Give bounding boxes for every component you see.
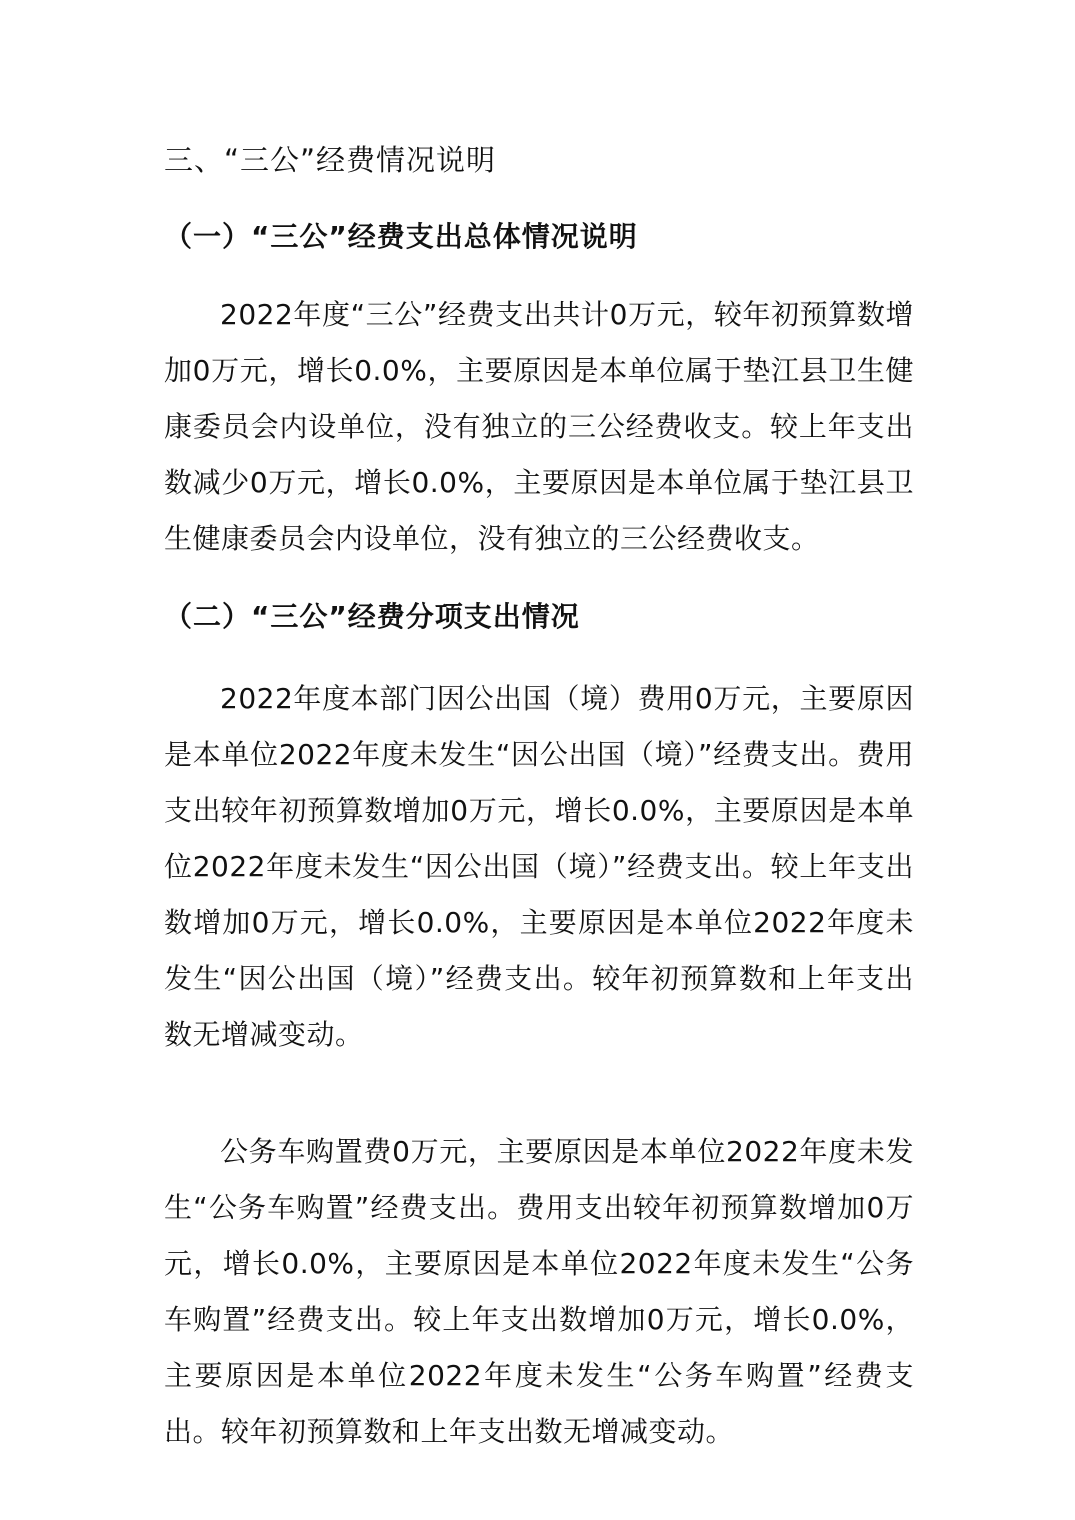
document-page xyxy=(164,140,914,1460)
subsection-heading-overall: （一）“三公”经费支出总体情况说明 xyxy=(164,220,638,253)
section-heading: 三、“三公”经费情况说明 xyxy=(164,143,497,177)
overall-spending-paragraph: 2022年度“三公”经费支出共计0万元，较年初预算数增加0万元，增长0.0%，主要原因是本单位属于垫江县卫生健康委员会内设单位，没有独立的三公经费收支。较上年支出数减少0万元，增长0.0%，主要原因是本单位属于垫江县卫生健康委员会内设单位，没有独立的三公经费收支。 xyxy=(164,298,914,555)
vehicle-purchase-paragraph: 公务车购置费0万元，主要原因是本单位2022年度未发生“公务车购置”经费支出。费用支出较年初预算数增加0万元，增长0.0%，主要原因是本单位2022年度未发生“公务车购置”经费支出。较上年支出数增加0万元，增长0.0%，主要原因是本单位2022年度未发生“公务车购置”经费支出。较年初预算数和上年支出数无增减变动。 xyxy=(164,1135,914,1448)
overseas-travel-paragraph: 2022年度本部门因公出国（境）费用0万元，主要原因是本单位2022年度未发生“因公出国（境）”经费支出。费用支出较年初预算数增加0万元，增长0.0%，主要原因是本单位2022年度未发生“因公出国（境）”经费支出。较上年支出数增加0万元，增长0.0%，主要原因是本单位2022年度未发生“因公出国（境）”经费支出。较年初预算数和上年支出数无增减变动。 xyxy=(164,682,914,1051)
subsection-heading-itemized: （二）“三公”经费分项支出情况 xyxy=(164,600,580,633)
